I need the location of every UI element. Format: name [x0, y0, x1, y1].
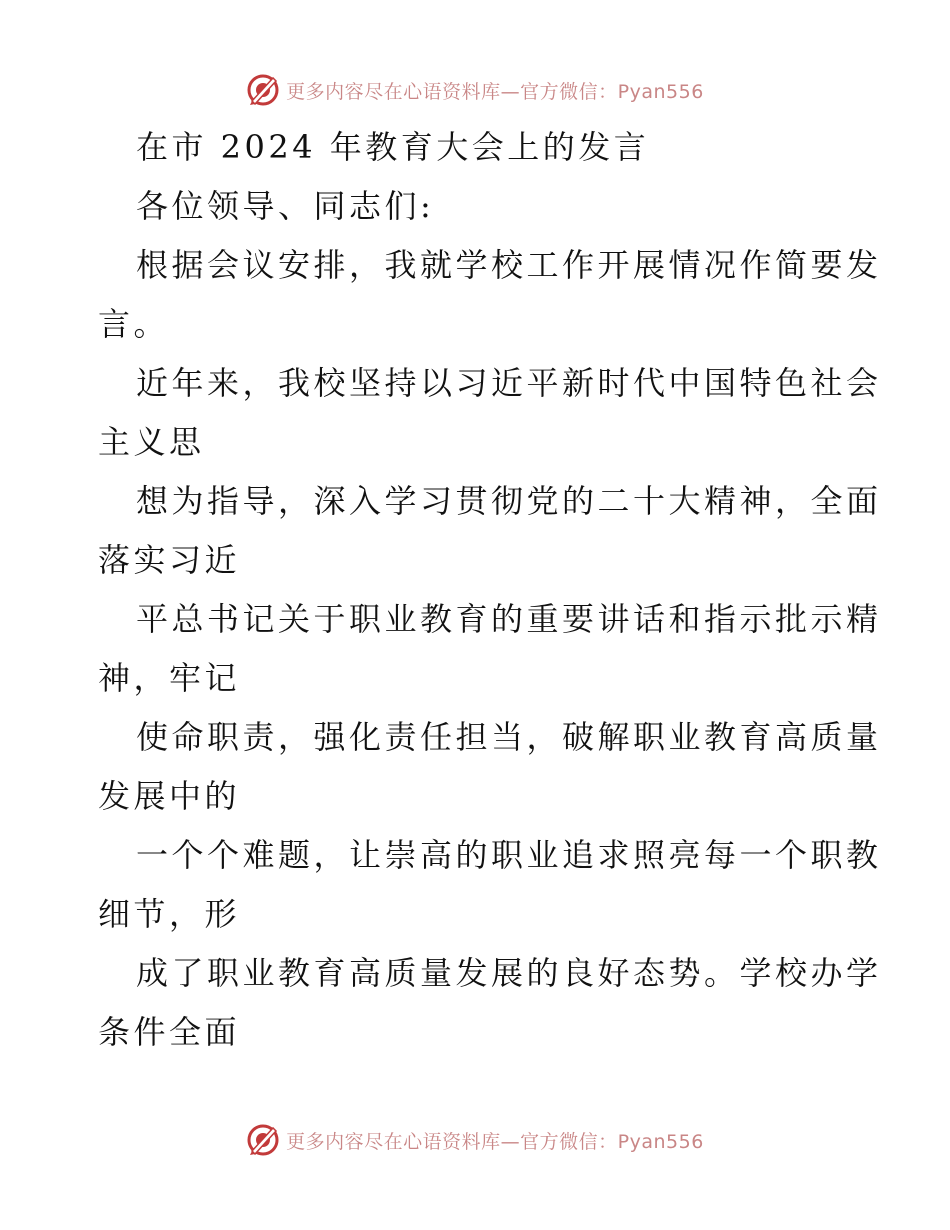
paragraph-line: 发展中的 [98, 777, 241, 815]
pen-seal-icon [246, 73, 280, 107]
header-watermark-text: 更多内容尽在心语资料库—官方微信：Pyan556 [286, 80, 704, 103]
document-title: 在市 2024 年教育大会上的发言 [136, 128, 650, 166]
paragraph-line: 想为指导，深入学习贯彻党的二十大精神，全面 [136, 482, 882, 520]
paragraph-line: 使命职责，强化责任担当，破解职业教育高质量 [136, 718, 882, 756]
paragraph-line: 言。 [98, 305, 170, 343]
header-watermark [0, 70, 950, 110]
paragraph-line: 根据会议安排，我就学校工作开展情况作简要发 [136, 246, 882, 284]
salutation: 各位领导、同志们: [136, 187, 435, 225]
paragraph-line: 神，牢记 [98, 659, 241, 697]
paragraph-line: 条件全面 [98, 1013, 241, 1051]
footer-watermark [0, 1120, 950, 1160]
paragraph-line: 主义思 [98, 423, 205, 461]
paragraph-line: 细节，形 [98, 895, 241, 933]
paragraph-line: 近年来，我校坚持以习近平新时代中国特色社会 [136, 364, 882, 402]
paragraph-line: 落实习近 [98, 541, 241, 579]
paragraph-line: 成了职业教育高质量发展的良好态势。学校办学 [136, 954, 882, 992]
document-body [98, 118, 882, 1062]
paragraph-line: 一个个难题，让崇高的职业追求照亮每一个职教 [136, 836, 882, 874]
footer-watermark-text: 更多内容尽在心语资料库—官方微信：Pyan556 [286, 1130, 704, 1153]
paragraph-line: 平总书记关于职业教育的重要讲话和指示批示精 [136, 600, 882, 638]
pen-seal-icon [246, 1123, 280, 1157]
